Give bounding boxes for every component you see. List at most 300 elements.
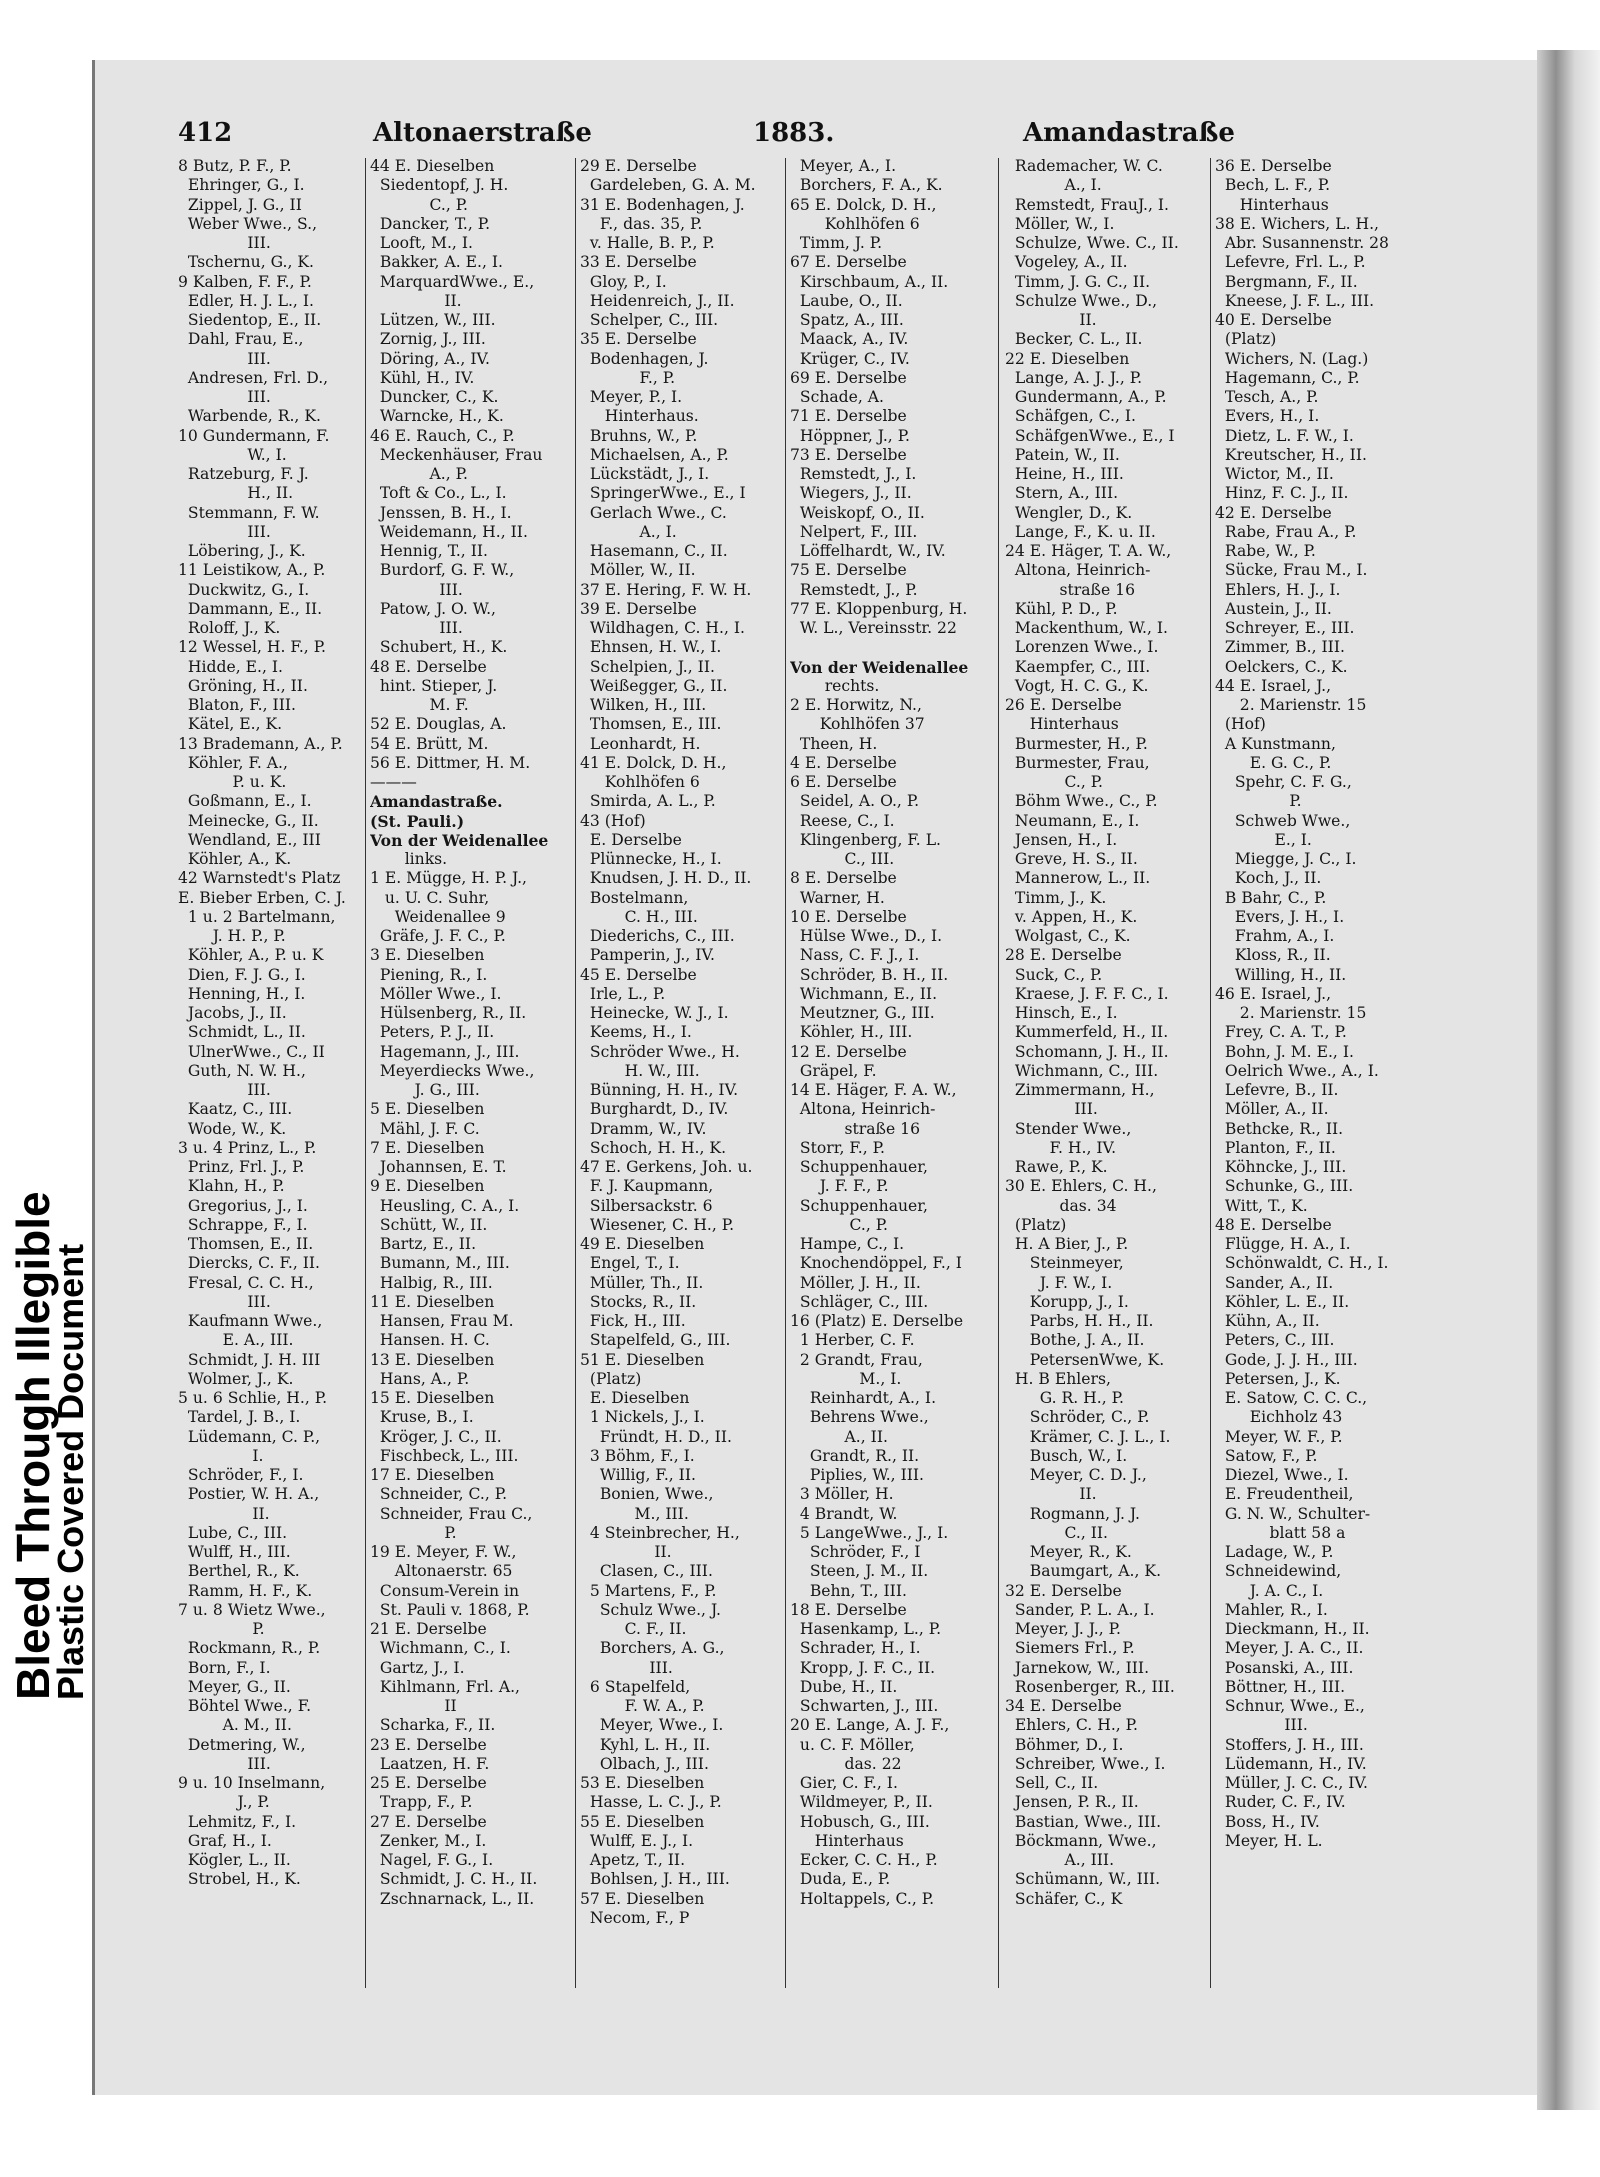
column-divider (998, 158, 999, 1988)
directory-entry-line: Wulff, H., III. (178, 1543, 291, 1561)
directory-entry-line: Strobel, H., K. (178, 1870, 301, 1889)
directory-entry-line: Kreutscher, H., II. (1215, 445, 1367, 464)
directory-entry-line: Heidenreich, J., II. (580, 291, 735, 310)
directory-entry-line: E. Bieber Erben, C. J. (178, 888, 346, 907)
directory-entry-line: Bothe, J. A., II. (1005, 1331, 1145, 1350)
directory-entry-line: Köhler, F. A., (178, 753, 288, 772)
directory-entry-line: Schrappe, F., I. (178, 1215, 308, 1234)
directory-entry-line: Wildmeyer, P., II. (790, 1793, 933, 1812)
directory-entry-line: Heinecke, W. J., I. (580, 1004, 729, 1022)
directory-entry-line: Dieckmann, H., II. (1215, 1620, 1370, 1638)
directory-entry-line: A Kunstmann, (1215, 734, 1336, 753)
directory-entry-line: Necom, F., P (580, 1908, 690, 1927)
directory-entry-line: 44 E. Israel, J., (1215, 676, 1332, 695)
directory-column-6 (1215, 157, 1430, 1851)
directory-entry-line: Borchers, F. A., K. (790, 176, 943, 195)
directory-entry-line: Lefevre, B., II. (1215, 1081, 1339, 1099)
directory-entry-line: P. (370, 1523, 457, 1542)
directory-entry-line: Meyer, Wwe., I. (580, 1716, 724, 1735)
directory-entry-line: Vogt, H. C. G., K. (1005, 676, 1149, 695)
left-street-heading: Altonaerstraße (373, 118, 592, 148)
directory-entry-line: Gier, C. F., I. (790, 1774, 898, 1792)
directory-entry-line: Korupp, J., I. (1005, 1292, 1129, 1311)
directory-entry-line: 35 E. Derselbe (580, 330, 697, 349)
directory-entry-line: Reese, C., I. (790, 811, 895, 830)
directory-entry-line: Silbersackstr. 6 (580, 1196, 713, 1215)
directory-entry-line: Schmidt, J. C. H., II. (370, 1870, 538, 1889)
directory-entry-line: Kohlhöfen 6 (580, 773, 700, 791)
directory-entry-line: Stern, A., III. (1005, 484, 1119, 503)
directory-entry-line: Piplies, W., III. (790, 1466, 925, 1484)
directory-entry-line: E. Derselbe (580, 830, 682, 849)
directory-entry-line: Spatz, A., III. (790, 311, 904, 329)
directory-entry-line: Maack, A., IV. (790, 330, 909, 349)
directory-entry-line: Guth, N. W. H., (178, 1061, 306, 1080)
directory-entry-line: Bastian, Wwe., III. (1005, 1812, 1162, 1831)
directory-entry-line: (Platz) (1215, 330, 1277, 349)
directory-entry-line: Dube, H., II. (790, 1677, 898, 1696)
directory-entry-line: Wictor, M., II. (1215, 465, 1334, 483)
directory-entry-line: Baumgart, A., K. (1005, 1562, 1162, 1581)
directory-entry-line: 7 E. Dieselben (370, 1138, 485, 1157)
directory-entry-line: Lüdemann, C. P., (178, 1427, 321, 1446)
directory-entry-line: Bumann, M., III. (370, 1254, 510, 1273)
directory-entry-line: 17 E. Dieselben (370, 1466, 495, 1484)
directory-entry-line: Apetz, T., II. (580, 1851, 686, 1869)
directory-entry-line: Thomsen, E., III. (580, 715, 722, 734)
directory-entry-line: A., I. (1005, 176, 1102, 195)
directory-entry-line: B Bahr, C., P. (1215, 888, 1327, 907)
directory-entry-line: Amandastraße. (370, 792, 503, 812)
directory-entry-line: Schneider, Frau C., (370, 1504, 533, 1523)
directory-entry-line: Bünning, H. H., IV. (580, 1081, 739, 1099)
directory-entry-line: Hülsenberg, R., II. (370, 1004, 527, 1022)
directory-entry-line: Lube, C., III. (178, 1523, 288, 1542)
directory-entry-line: J., P. (178, 1793, 270, 1812)
directory-entry-line: A., I. (580, 522, 677, 541)
directory-entry-line: Patein, W., II. (1005, 445, 1120, 464)
directory-entry-line: Kohlhöfen 6 (790, 214, 920, 233)
directory-entry-line: Hinterhaus (1005, 715, 1119, 734)
directory-entry-line: Jacobs, J., II. (178, 1004, 287, 1022)
directory-entry-line: Laube, O., II. (790, 291, 903, 310)
directory-entry-line: E. A., III. (178, 1331, 294, 1350)
directory-entry-line: Detmering, W., (178, 1735, 306, 1754)
directory-entry-line: F., P. (580, 368, 676, 387)
directory-entry-line: (Platz) (1005, 1215, 1067, 1234)
directory-entry-line: Köhncke, J., III. (1215, 1158, 1347, 1176)
directory-entry-line: 29 E. Derselbe (580, 157, 697, 175)
directory-entry-line: Zimmer, B., III. (1215, 638, 1345, 657)
directory-entry-line: blatt 58 a (1215, 1523, 1346, 1542)
directory-entry-line: Born, F., I. (178, 1658, 271, 1677)
directory-entry-line: 10 E. Derselbe (790, 907, 907, 926)
directory-entry-line: Nagel, F. G., I. (370, 1851, 494, 1869)
directory-entry-line: Nass, C. F. J., I. (790, 946, 920, 965)
directory-entry-line: Bethcke, R., II. (1215, 1119, 1344, 1138)
directory-entry-line: J. F. W., I. (1005, 1273, 1113, 1292)
directory-column-2 (370, 157, 570, 1909)
directory-entry-line: Ecker, C. C. H., P. (790, 1851, 938, 1869)
directory-entry-line: Kätel, E., K. (178, 715, 283, 734)
directory-entry-line: Bodenhagen, J. (580, 349, 709, 368)
directory-entry-line: A. M., II. (178, 1716, 292, 1735)
directory-entry-line: 48 E. Derselbe (1215, 1215, 1332, 1234)
directory-entry-line: Böhtel Wwe., F. (178, 1697, 312, 1715)
directory-entry-line: 27 E. Derselbe (370, 1812, 487, 1831)
directory-entry-line: 10 Gundermann, F. (178, 426, 330, 445)
directory-entry-line: Schweb Wwe., (1215, 811, 1351, 830)
directory-entry-line: Halbig, R., III. (370, 1273, 493, 1292)
directory-entry-line: 7 u. 8 Wietz Wwe., (178, 1600, 326, 1619)
directory-entry-line: Wichmann, C., I. (370, 1639, 511, 1658)
directory-entry-line: 45 E. Derselbe (580, 965, 697, 984)
directory-entry-line: Ramm, H. F., K. (178, 1581, 313, 1600)
directory-entry-line: Ladage, W., P. (1215, 1543, 1334, 1561)
directory-entry-line: Frahm, A., I. (1215, 927, 1335, 945)
directory-entry-line: III. (178, 1292, 271, 1311)
directory-entry-line: 44 E. Dieselben (370, 157, 495, 175)
directory-entry-line: UlnerWwe., C., II (178, 1042, 325, 1061)
directory-entry-line: Patow, J. O. W., (370, 599, 497, 618)
directory-entry-line: Krüger, C., IV. (790, 349, 910, 368)
directory-entry-line: Fresal, C. C. H., (178, 1273, 314, 1292)
directory-entry-line: 4 Steinbrecher, H., (580, 1523, 740, 1542)
directory-entry-line: Krämer, C. J. L., I. (1005, 1427, 1171, 1446)
directory-entry-line: Möller, J. H., II. (790, 1273, 921, 1292)
directory-entry-line: Kröger, J. C., II. (370, 1427, 502, 1446)
directory-entry-line: Mähl, J. F. C. (370, 1119, 480, 1138)
directory-entry-line: II. (580, 1543, 672, 1561)
directory-entry-line: Bostelmann, (580, 888, 689, 907)
directory-entry-line (790, 638, 995, 657)
directory-entry-line: Kaufmann Wwe., (178, 1312, 323, 1330)
directory-entry-line: Trapp, F., P. (370, 1793, 473, 1812)
directory-entry-line: Schwarten, J., III. (790, 1697, 939, 1715)
directory-entry-line: C. F., II. (580, 1620, 687, 1638)
directory-entry-line: Meyer, W. F., P. (1215, 1427, 1343, 1446)
directory-entry-line: Rogmann, J. J. (1005, 1504, 1140, 1523)
directory-entry-line: Klahn, H., P. (178, 1177, 285, 1196)
directory-entry-line: Jensen, P. R., II. (1005, 1793, 1139, 1812)
directory-entry-line: u. U. C. Suhr, (370, 888, 490, 907)
directory-entry-line: 14 E. Häger, F. A. W., (790, 1081, 957, 1099)
directory-entry-line: Wichmann, C., III. (1005, 1061, 1159, 1080)
directory-entry-line: links. (370, 850, 448, 868)
directory-entry-line: F., das. 35, P. (580, 214, 703, 233)
directory-entry-line: Kloss, R., II. (1215, 946, 1331, 965)
directory-entry-line: 5 Martens, F., P. (580, 1581, 717, 1600)
directory-entry-line: Spehr, C. F. G., (1215, 773, 1352, 791)
directory-entry-line: Lange, F., K. u. II. (1005, 522, 1156, 541)
directory-entry-line: Schneidewind, (1215, 1562, 1342, 1581)
directory-entry-line: 22 E. Dieselben (1005, 349, 1130, 368)
directory-entry-line: Hinterhaus. (580, 407, 699, 426)
directory-entry-line: Parbs, H. H., II. (1005, 1312, 1154, 1330)
directory-entry-line: Lefevre, Frl. L., P. (1215, 253, 1366, 272)
directory-entry-line: Roloff, J., K. (178, 619, 281, 637)
directory-entry-line: Siemers Frl., P. (1005, 1639, 1135, 1658)
directory-entry-line: 3 Möller, H. (790, 1485, 894, 1504)
directory-entry-line: Austein, J., II. (1215, 599, 1332, 618)
directory-entry-line: Thomsen, E., II. (178, 1235, 314, 1253)
directory-entry-line: H., II. (178, 484, 294, 503)
directory-entry-line: Wiesener, C. H., P. (580, 1215, 735, 1234)
directory-entry-line: Planton, F., II. (1215, 1138, 1336, 1157)
page-header (178, 118, 1235, 158)
directory-entry-line: Weißegger, G., II. (580, 676, 728, 695)
directory-entry-line: Schäfer, C., K (1005, 1889, 1123, 1908)
directory-entry-line: Edler, H. J. L., I. (178, 291, 314, 310)
directory-entry-line: Tardel, J. B., I. (178, 1408, 301, 1427)
directory-entry-line: M. F. (370, 696, 469, 714)
directory-entry-line: Meckenhäuser, Frau (370, 445, 543, 464)
directory-entry-line: Siedentopf, J. H. (370, 176, 509, 195)
directory-entry-line: Bakker, A. E., I. (370, 253, 503, 272)
directory-entry-line: Goßmann, E., I. (178, 792, 312, 811)
directory-entry-line: Burmester, H., P. (1005, 734, 1148, 753)
directory-entry-line: Ehlers, H. J., I. (1215, 580, 1341, 599)
directory-entry-line: Sander, P. L. A., I. (1005, 1600, 1155, 1619)
directory-entry-line: 11 Leistikow, A., P. (178, 561, 326, 580)
directory-entry-line: Duncker, C., K. (370, 388, 499, 406)
directory-entry-line: Schneider, C., P. (370, 1485, 508, 1504)
directory-entry-line: ——— (370, 773, 417, 791)
directory-entry-line: Stemmann, F. W. (178, 503, 320, 522)
directory-entry-line: 43 (Hof) (580, 811, 646, 830)
directory-entry-line: Oelrich Wwe., A., I. (1215, 1061, 1379, 1080)
directory-entry-line: Weiskopf, O., II. (790, 503, 925, 522)
directory-entry-line: Dien, F. J. G., I. (178, 965, 306, 984)
directory-entry-line: St. Pauli v. 1868, P. (370, 1600, 530, 1619)
directory-entry-line: Altona, Heinrich- (1005, 561, 1151, 580)
directory-entry-line: Köhler, A., P. u. K (178, 946, 324, 965)
directory-entry-line: C., P. (1005, 773, 1104, 791)
directory-entry-line: Irle, L., P. (580, 984, 666, 1003)
directory-entry-line: Wichers, N. (Lag.) (1215, 349, 1369, 368)
directory-entry-line: 2 E. Horwitz, N., (790, 696, 922, 714)
directory-entry-line: Böttner, H., III. (1215, 1677, 1346, 1696)
directory-entry-line: Bech, L. F., P. (1215, 176, 1331, 195)
directory-entry-line: Lückstädt, J., I. (580, 465, 710, 483)
directory-entry-line: Neumann, E., I. (1005, 811, 1140, 830)
directory-entry-line: Dietz, L. F. W., I. (1215, 426, 1354, 445)
directory-entry-line: Suck, C., P. (1005, 965, 1103, 984)
directory-entry-line: Petersen, J., K. (1215, 1369, 1341, 1388)
directory-entry-line: Steinmeyer, (1005, 1254, 1124, 1273)
directory-entry-line: III. (178, 1754, 271, 1773)
directory-entry-line: Remstedt, J., P. (790, 580, 918, 599)
directory-entry-line: 40 E. Derselbe (1215, 311, 1332, 329)
directory-entry-line: Zimmermann, H., (1005, 1081, 1155, 1099)
directory-entry-line: Keems, H., I. (580, 1023, 692, 1042)
directory-entry-line: 24 E. Häger, T. A. W., (1005, 542, 1172, 560)
directory-entry-line: Timm, J. P. (790, 234, 883, 252)
directory-entry-line: Köhler, H., III. (790, 1023, 913, 1042)
right-street-heading: Amandastraße (1023, 118, 1235, 148)
directory-entry-line: Timm, J. G. C., II. (1005, 272, 1151, 291)
directory-entry-line: Sücke, Frau M., I. (1215, 561, 1368, 580)
directory-entry-line: Schelper, C., III. (580, 311, 719, 329)
directory-entry-line: 47 E. Gerkens, Joh. u. (580, 1158, 753, 1176)
directory-entry-line: PetersenWwe, K. (1005, 1350, 1165, 1369)
directory-entry-line: Meyer, A., I. (790, 157, 897, 175)
directory-entry-line: Grandt, R., II. (790, 1446, 920, 1465)
directory-entry-line: Löffelhardt, W., IV. (790, 542, 946, 560)
directory-entry-line: Knudsen, J. H. D., II. (580, 869, 752, 888)
directory-entry-line: A., P. (370, 465, 468, 483)
directory-entry-line: Weber Wwe., S., (178, 214, 318, 233)
directory-entry-line: Theen, H. (790, 734, 878, 753)
directory-entry-line: 67 E. Derselbe (790, 253, 907, 272)
directory-entry-line: 13 E. Dieselben (370, 1350, 495, 1369)
directory-entry-line: Sander, A., II. (1215, 1273, 1334, 1292)
directory-entry-line: 2 Grandt, Frau, (790, 1350, 923, 1369)
directory-entry-line: 41 E. Dolck, D. H., (580, 753, 727, 772)
directory-entry-line: Möller Wwe., I. (370, 984, 502, 1003)
directory-entry-line: Jarnekow, W., III. (1005, 1658, 1150, 1677)
directory-entry-line: 42 E. Derselbe (1215, 503, 1332, 522)
directory-entry-line: II. (1005, 311, 1097, 329)
directory-entry-line: Ehringer, G., I. (178, 176, 305, 195)
directory-entry-line: Evers, J. H., I. (1215, 907, 1345, 926)
directory-entry-line: Meyer, J. J., P. (1005, 1620, 1121, 1638)
directory-entry-line: Weidemann, H., II. (370, 522, 528, 541)
directory-entry-line: Kihlmann, Frl. A., (370, 1677, 521, 1696)
directory-entry-line: 11 E. Dieselben (370, 1292, 495, 1311)
directory-entry-line: 33 E. Derselbe (580, 253, 697, 272)
directory-entry-line: Schröder, F., I. (178, 1466, 304, 1484)
directory-entry-line: Storr, F., P. (790, 1138, 885, 1157)
directory-entry-line: Dahl, Frau, E., (178, 330, 304, 349)
directory-entry-line: Gregorius, J., I. (178, 1196, 308, 1215)
directory-entry-line: Lüdemann, H., IV. (1215, 1754, 1367, 1773)
directory-entry-line: G. R. H., P. (1005, 1389, 1124, 1407)
directory-entry-line: Hasenkamp, L., P. (790, 1620, 942, 1638)
directory-entry-line: Wode, W., K. (178, 1119, 287, 1138)
directory-entry-line: Hinterhaus (1215, 195, 1329, 214)
directory-entry-line: Jensen, H., I. (1005, 830, 1118, 849)
directory-entry-line: Looft, M., I. (370, 234, 473, 252)
directory-entry-line: 26 E. Derselbe (1005, 696, 1122, 714)
directory-entry-line: 55 E. Dieselben (580, 1812, 705, 1831)
directory-entry-line: das. 22 (790, 1754, 902, 1773)
directory-entry-line: SpringerWwe., E., I (580, 484, 746, 503)
directory-entry-line: III. (370, 619, 463, 637)
directory-entry-line: hint. Stieper, J. (370, 676, 498, 695)
directory-entry-line: III. (178, 1081, 271, 1099)
directory-entry-line: Duckwitz, G., I. (178, 580, 310, 599)
directory-entry-line: 3 E. Dieselben (370, 946, 485, 965)
directory-entry-line: 5 LangeWwe., J., I. (790, 1523, 949, 1542)
directory-entry-line: Kühl, H., IV. (370, 368, 475, 387)
directory-entry-line: Kühn, A., II. (1215, 1312, 1320, 1330)
directory-entry-line: Bohlsen, J. H., III. (580, 1870, 730, 1889)
directory-entry-line: 9 E. Dieselben (370, 1177, 485, 1196)
directory-entry-line: Schreyer, E., III. (1215, 619, 1355, 637)
directory-entry-line: 71 E. Derselbe (790, 407, 907, 426)
directory-entry-line: III. (178, 522, 271, 541)
directory-entry-line: Gartz, J., I. (370, 1658, 465, 1677)
directory-entry-line: Zenker, M., I. (370, 1831, 487, 1850)
directory-entry-line: 3 u. 4 Prinz, L., P. (178, 1138, 317, 1157)
directory-entry-line: 9 u. 10 Inselmann, (178, 1774, 326, 1792)
directory-entry-line: 46 E. Israel, J., (1215, 984, 1332, 1003)
directory-column-1 (178, 157, 360, 1890)
directory-entry-line: Wichmann, E., II. (790, 984, 938, 1003)
directory-entry-line: 36 E. Derselbe (1215, 157, 1332, 175)
directory-column-3 (580, 157, 780, 1928)
directory-entry-line: Klingenberg, F. L. (790, 830, 942, 849)
directory-entry-line: Warncke, H., K. (370, 407, 504, 426)
directory-entry-line: 28 E. Derselbe (1005, 946, 1122, 965)
directory-entry-line: Wulff, E. J., I. (580, 1831, 694, 1850)
directory-entry-line: E. Satow, C. C. C., (1215, 1389, 1368, 1407)
directory-entry-line: Gräpel, F. (790, 1061, 877, 1080)
directory-entry-line: 16 (Platz) E. Derselbe (790, 1312, 964, 1330)
directory-entry-line: Schmidt, L., II. (178, 1023, 306, 1042)
directory-entry-line: Hinterhaus (790, 1831, 904, 1850)
directory-entry-line: Zippel, J. G., II (178, 195, 302, 214)
directory-entry-line: Gröning, H., II. (178, 676, 308, 695)
directory-entry-line: Böhm Wwe., C., P. (1005, 792, 1158, 811)
directory-entry-line: C., II. (1005, 1523, 1109, 1542)
directory-entry-line: Schulze, Wwe. C., II. (1005, 234, 1179, 252)
directory-entry-line: Hülse Wwe., D., I. (790, 927, 943, 945)
directory-entry-line: Kühl, P. D., P. (1005, 599, 1118, 618)
directory-entry-line: Gräfe, J. F. C., P. (370, 927, 506, 945)
directory-entry-line: Abr. Susannenstr. 28 (1215, 234, 1389, 252)
directory-entry-line: v. Appen, H., K. (1005, 907, 1138, 926)
directory-entry-line: Satow, F., P. (1215, 1446, 1318, 1465)
directory-entry-line: C., III. (790, 850, 895, 868)
directory-entry-line: Burghardt, D., IV. (580, 1100, 729, 1119)
directory-entry-line: 4 Brandt, W. (790, 1504, 898, 1523)
directory-entry-line: Oelckers, C., K. (1215, 657, 1348, 676)
directory-entry-line: 18 E. Derselbe (790, 1600, 907, 1619)
directory-entry-line: III. (580, 1658, 673, 1677)
directory-entry-line: Hansen. H. C. (370, 1331, 490, 1350)
directory-entry-line: Kögler, L., II. (178, 1851, 291, 1869)
directory-entry-line: Rabe, Frau A., P. (1215, 522, 1357, 541)
directory-entry-line: 12 E. Derselbe (790, 1042, 907, 1061)
directory-entry-line: Vogeley, A., II. (1005, 253, 1128, 272)
directory-entry-line: Altonaerstr. 65 (370, 1562, 513, 1581)
directory-entry-line: Peters, P. J., II. (370, 1023, 495, 1042)
directory-entry-line: C., P. (790, 1215, 889, 1234)
directory-entry-line: Diercks, C. F., II. (178, 1254, 321, 1273)
directory-entry-line: Wolgast, C., K. (1005, 927, 1131, 945)
directory-entry-line: Andresen, Frl. D., (178, 368, 329, 387)
directory-entry-line: Schrader, H., I. (790, 1639, 921, 1658)
directory-entry-line: Olbach, J., III. (580, 1754, 709, 1773)
directory-entry-line: Greve, H. S., II. (1005, 850, 1138, 868)
directory-entry-line: 9 Kalben, F. F., P. (178, 272, 312, 291)
directory-entry-line: Mackenthum, W., I. (1005, 619, 1168, 637)
directory-entry-line: Meinecke, G., II. (178, 811, 319, 830)
directory-entry-line: Kaatz, C., III. (178, 1100, 293, 1119)
directory-entry-line: Lehmitz, F., I. (178, 1812, 297, 1831)
directory-entry-line: Behn, T., III. (790, 1581, 907, 1600)
directory-entry-line: Meyer, J. A. C., II. (1215, 1639, 1364, 1658)
directory-entry-line: Schulze Wwe., D., (1005, 291, 1158, 310)
directory-entry-line: Burmester, Frau, (1005, 753, 1150, 772)
directory-entry-line: Jenssen, B. H., I. (370, 503, 512, 522)
directory-entry-line: Müller, J. C. C., IV. (1215, 1774, 1368, 1792)
directory-entry-line: Dammann, E., II. (178, 599, 323, 618)
directory-entry-line: 8 E. Derselbe (790, 869, 897, 888)
directory-entry-line: 30 E. Ehlers, C. H., (1005, 1177, 1157, 1196)
